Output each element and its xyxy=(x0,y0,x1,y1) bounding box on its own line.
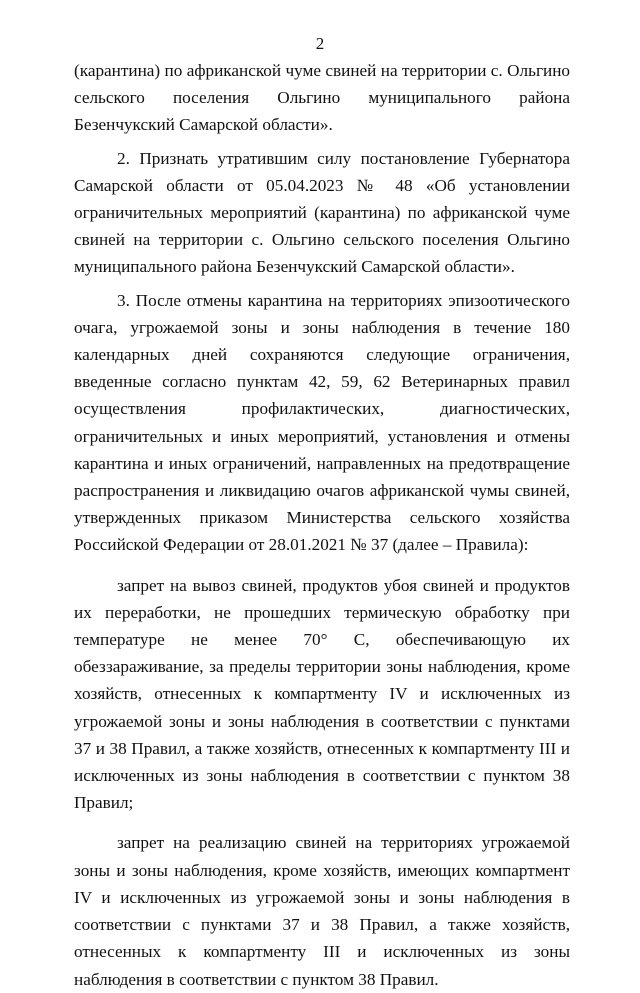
page-number: 2 xyxy=(315,34,325,53)
paragraph-restriction-export: запрет на вывоз свиней, продуктов убоя свиней и продуктов их переработки, не прошедших термическую обработку при температуре не менее 70° С, обеспечивающую их обеззараживание, за пределы территории зоны наблюдения, кроме хозяйств, отнесенных к компартменту IV и исключенных из угрожаемой зоны и зоны наблюдения в соответствии с пунктами 37 и 38 Правил, а также хозяйств, отнесенных к компартменту III и исключенных из зоны наблюдения в соответствии с пунктом 38 Правил; xyxy=(74,575,570,813)
document-body xyxy=(74,57,570,993)
paragraph-item-2: 2. Признать утратившим силу постановление Губернатора Самарской области от 05.04.2023 № 48 «Об установлении ограничительных мероприятий (карантина) по африканской чуме свиней на территории с. Ольгино сельского поселения Ольгино муниципального района Безенчукский Самарской области». xyxy=(74,148,570,277)
paragraph-item-3: 3. После отмены карантина на территориях эпизоотического очага, угрожаемой зоны и зоны наблюдения в течение 180 календарных дней сохраняются следующие ограничения, введенные согласно пунктам 42, 59, 62 Ветеринарных правил осуществления профилактических, диагностических, ограничительных и иных мероприятий, установления и отмены карантина и иных ограничений, направленных на предотвращение распространения и ликвидацию очагов африканской чумы свиней, утвержденных приказом Министерства сельского хозяйства Российской Федерации от 28.01.2021 № 37 (далее – Правила): xyxy=(74,290,570,555)
paragraph-restriction-sale: запрет на реализацию свиней на территориях угрожаемой зоны и зоны наблюдения, кроме хозяйств, имеющих компартмент IV и исключенных из угрожаемой зоны и зоны наблюдения в соответствии с пунктами 37 и 38 Правил, а также хозяйств, отнесенных к компартменту III и исключенных из зоны наблюдения в соответствии с пунктом 38 Правил. xyxy=(74,833,570,989)
paragraph-continuation: (карантина) по африканской чуме свиней на территории с. Ольгино сельского поселения Ольгино муниципального района Безенчукский Самарской области». xyxy=(74,61,570,135)
